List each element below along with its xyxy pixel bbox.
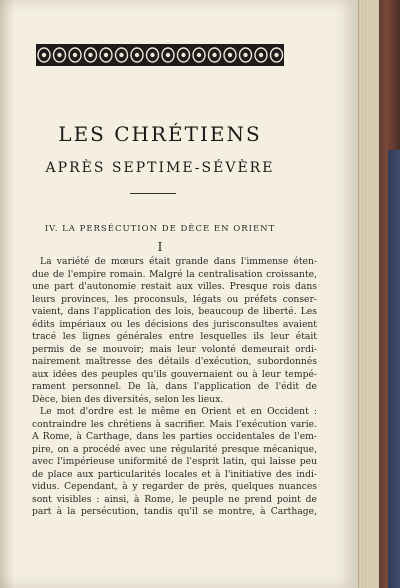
- text-line: vidus. Cependant, à y regarder de près, quelques nuances: [32, 481, 317, 492]
- page-edges: [358, 0, 379, 588]
- ornamental-header-band-icon: [36, 44, 284, 66]
- text-line: due de l'empire romain. Malgré la centralisation croissante,: [32, 268, 317, 280]
- page-subtitle: APRÈS SEPTIME-SÉVÈRE: [45, 160, 275, 176]
- text-line: édits impériaux ou les décisions des jurisconsultes avaient: [32, 318, 317, 330]
- text-line: sont visibles : ainsi, à Rome, le peuple ne prend point de: [32, 493, 317, 505]
- text-line: La variété de mœurs était grande dans l'immense éten-: [40, 256, 317, 267]
- text-line: part à la persécution, tandis qu'il se montre, à Carthage,: [32, 506, 317, 517]
- text-line: vaient, dans l'application des lois, beaucoup de liberté. Les: [32, 306, 317, 317]
- text-line: Le mot d'ordre est le même en Orient et en Occident :: [40, 406, 317, 417]
- text-line: A Rome, à Carthage, dans les parties occidentales de l'em-: [32, 431, 317, 442]
- section-heading: IV. LA PERSÉCUTION DE DÈCE EN ORIENT: [44, 224, 276, 234]
- section-number: I: [157, 240, 163, 254]
- text-line: permis de se mouvoir; mais leur volonté demeurait ordi-: [32, 343, 317, 355]
- text-line: rament personnel. De là, dans l'application de l'édit de: [32, 381, 317, 392]
- page-title: LES CHRÉTIENS: [58, 122, 262, 146]
- gutter-shadow: [0, 0, 14, 588]
- text-line: Dèce, bien des diversités, selon les lieux.: [32, 393, 224, 405]
- book-spine: [388, 150, 400, 588]
- text-line: de place aux particularités locales et à l'initiative des indi-: [32, 468, 317, 480]
- text-line: tracé les lignes générales entre lesquelles ils leur était: [32, 331, 317, 342]
- text-line: leurs provinces, les proconsuls, légats ou préfets conser-: [32, 293, 317, 305]
- text-line: pire, on a procédé avec une régularité presque mécanique,: [32, 443, 317, 455]
- text-line: une part d'autonomie restait aux villes. Presque rois dans: [32, 281, 317, 292]
- title-divider: [130, 193, 176, 194]
- text-line: contraindre les chrétiens à sacrifier. Mais l'exécution varie.: [32, 418, 317, 430]
- text-line: aux idées des peuples qu'ils gouvernaient ou à leur tempé-: [32, 368, 317, 380]
- text-line: nairement maîtresse des détails d'exécution, subordonnés: [32, 356, 317, 367]
- text-line: avec l'impérieuse uniformité de l'esprit latin, qui laisse peu: [32, 456, 317, 467]
- body-text: [32, 256, 317, 519]
